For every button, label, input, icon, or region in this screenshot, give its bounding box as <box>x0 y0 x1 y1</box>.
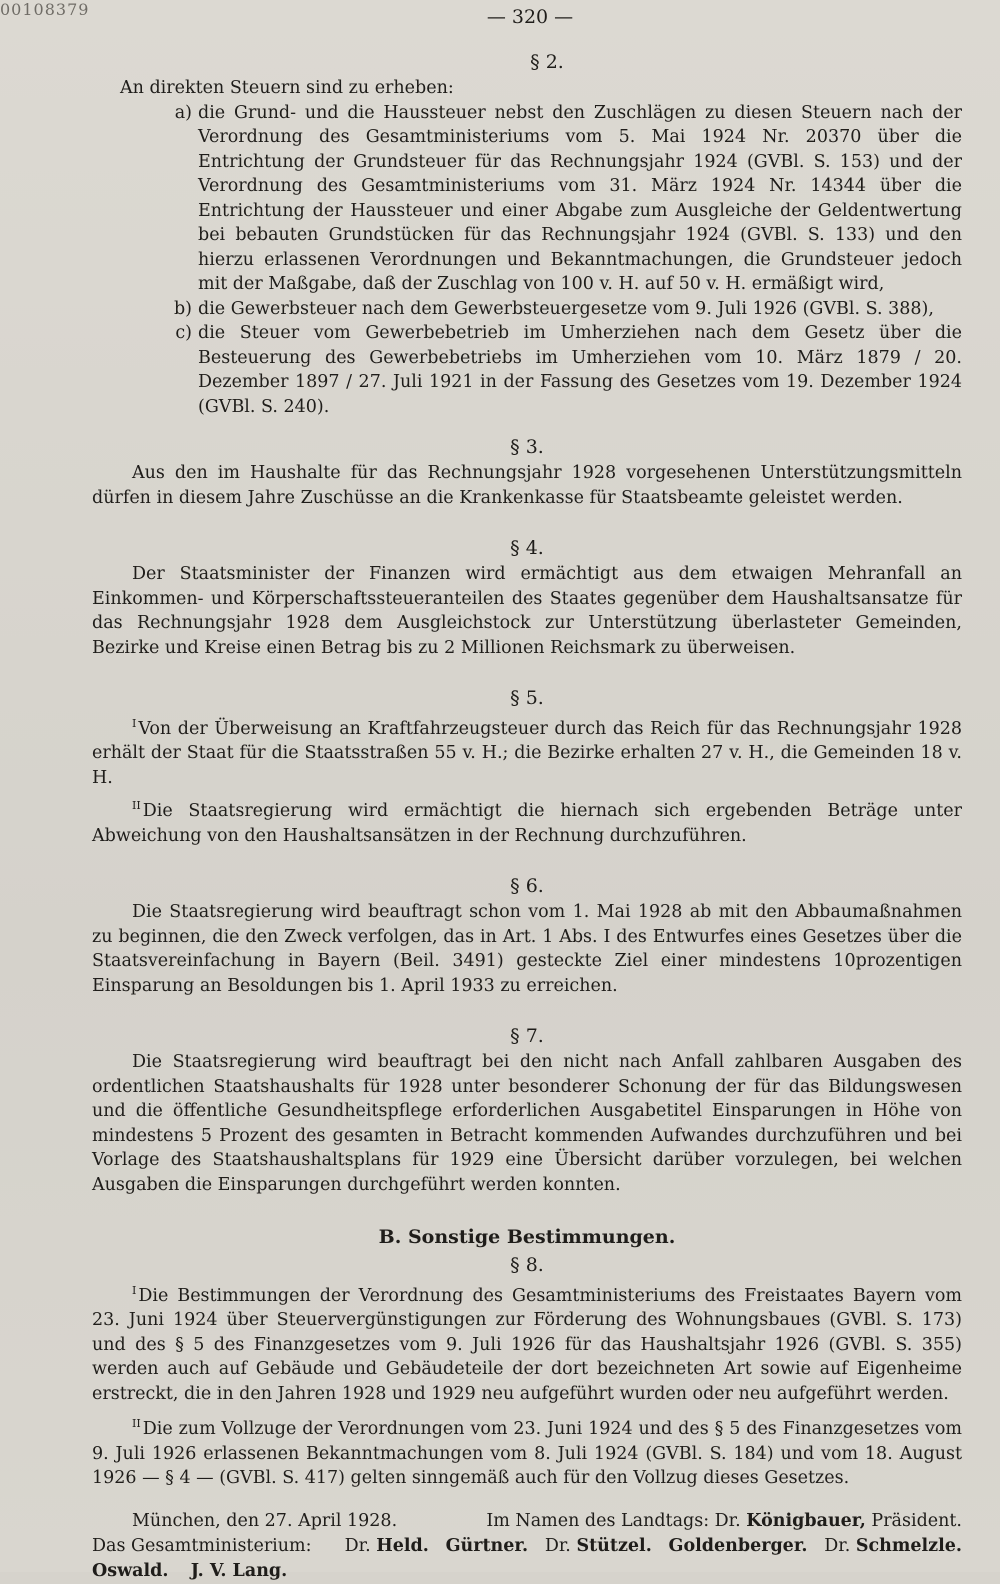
signature-block <box>92 1509 962 1584</box>
signature-line-3 <box>92 1559 962 1584</box>
minister-name: Gürtner. <box>445 1535 529 1556</box>
section-4-text: Der Staatsminister der Finanzen wird ermächtigt aus dem etwaigen Mehranfall an Einkommen- und Körperschaftssteueranteilen des Staates gegenüber dem Haushaltsansatze für das Rechnungsjahr 1928 dem Ausgleichstock zur Unterstützung überlasteter Gemeinden, Bezirke und Kreise einen Betrag bis zu 2 Millionen Reichsmark zu überweisen. <box>92 564 962 658</box>
place-date: München, den 27. April 1928. <box>132 1510 398 1531</box>
minister-name: Stützel. <box>576 1535 652 1556</box>
minister-name: Schmelzle. <box>855 1535 962 1556</box>
section-title-3: § 3. <box>510 436 544 458</box>
president-title: Präsident. <box>871 1510 962 1531</box>
section-8-paragraph-2 <box>92 1412 962 1490</box>
paragraph-mark: II <box>132 1417 141 1431</box>
list-item-text: die Steuer vom Gewerbebetrieb im Umherziehen nach dem Gesetz über die Besteuerung des Gewerbebetriebs im Umherziehen vom 10. März 1879 / 20. Dezember 1897 / 27. Juli 1921 in der Fassung des Gesetzes vom 19. Dezember 1924 (GVBl. S. 240). <box>198 323 962 417</box>
section-title-2: § 2. <box>530 51 564 73</box>
paragraph-text: Die Bestimmungen der Verordnung des Gesamtministeriums des Freistaates Bayern vom 23. Juni 1924 über Steuervergünstigungen zur Förderung des Wohnungsbaues (GVBl. S. 173) und des § 5 des Finanzgesetzes vom 9. Juli 1926 für das Haushaltsjahr 1926 (GVBl. S. 355) werden auch auf Gebäude und Gebäudeteile der dort bezeichneten Art sowie auf Eigenheime erstreckt, die in den Jahren 1928 und 1929 neu aufgeführt wurden oder neu aufgeführt werden. <box>92 1285 962 1404</box>
list-item-label: c) <box>175 323 192 343</box>
list-item-text: die Grund- und die Haussteuer nebst den Zuschlägen zu diesen Steuern nach der Verordnung des Gesamtministeriums vom 5. Mai 1924 Nr. 20370 über die Entrichtung der Grundsteuer für das Rechnungsjahr 1924 (GVBl. S. 153) und der Verordnung des Gesamtministeriums vom 31. März 1924 Nr. 14344 über die Entrichtung der Haussteuer und einer Abgabe zum Ausgleiche der Geldentwertung bei bebauten Grundstücken für das Rechnungsjahr 1924 (GVBl. S. 133) und den hierzu erlassenen Verordnungen und Bekanntmachungen, die Grundsteuer jedoch mit der Maßgabe, daß der Zuschlag von 100 v. H. auf 50 v. H. ermäßigt wird, <box>198 102 962 294</box>
list-item-label: a) <box>174 102 192 123</box>
signature-line-2 <box>92 1534 962 1559</box>
landtag-prefix: Im Namen des Landtags: Dr. <box>486 1510 741 1531</box>
landtag-signature <box>486 1509 962 1534</box>
archive-stamp: 00108379 <box>0 0 90 19</box>
section-5-paragraph-2 <box>92 794 962 848</box>
minister-prefix: Dr. <box>544 1535 571 1556</box>
paragraph-text: Von der Überweisung an Kraftfahrzeugsteuer durch das Reich für das Rechnungsjahr 1928 erhält der Staat für die Staatsstraßen 55 v. H.; die Bezirke erhalten 27 v. H., die Gemeinden 18 v. H. <box>92 718 962 788</box>
document-body <box>92 48 962 1584</box>
president-name: Königbauer, <box>746 1510 866 1531</box>
page-number: — 320 — <box>486 6 574 28</box>
minister-prefix: Dr. <box>824 1535 851 1556</box>
part-b-heading: B. Sonstige Bestimmungen. <box>378 1226 676 1249</box>
paragraph-text: Die zum Vollzuge der Verordnungen vom 23. Juni 1924 und des § 5 des Finanzgesetzes vom 9. Juli 1926 erlassenen Bekanntmachungen vom 8. Juli 1924 (GVBl. S. 184) und vom 18. August 1926 — § 4 — (GVBl. S. 417) gelten sinngemäß auch für den Vollzug dieses Gesetzes. <box>92 1419 962 1489</box>
section-title-5: § 5. <box>510 687 544 709</box>
list-item-text: die Gewerbsteuer nach dem Gewerbsteuergesetze vom 9. Juli 1926 (GVBl. S. 388), <box>198 298 934 319</box>
section-title-4: § 4. <box>510 537 544 559</box>
list-item <box>92 297 962 322</box>
paragraph-text: Die Staatsregierung wird ermächtigt die hiernach sich ergebenden Beträge unter Abweichung von den Haushaltsansätzen in der Rechnung durchzuführen. <box>92 801 962 846</box>
minister-name: Oswald. <box>92 1560 169 1581</box>
ministry-label: Das Gesamtministerium: <box>92 1535 312 1556</box>
paragraph-mark: I <box>132 1284 137 1298</box>
signature-line-1 <box>92 1509 962 1534</box>
list-item-label: b) <box>173 298 192 319</box>
section-title-7: § 7. <box>510 1025 544 1048</box>
section-3-text: Aus den im Haushalte für das Rechnungsjahr 1928 vorgesehenen Unterstützungsmitteln dürfen in diesem Jahre Zuschüsse an die Krankenkasse für Staatsbeamte geleistet werden. <box>92 463 962 508</box>
list-item <box>92 321 962 419</box>
minister-names <box>345 1534 962 1559</box>
paragraph-mark: I <box>132 717 137 730</box>
minister-name: J. V. Lang. <box>190 1560 288 1581</box>
section-6-text: Die Staatsregierung wird beauftragt schon vom 1. Mai 1928 ab mit den Abbaumaßnahmen zu beginnen, die den Zweck verfolgen, das in Art. 1 Abs. I des Entwurfes eines Gesetzes über die Staatsvereinfachung in Bayern (Beil. 3491) gesteckte Ziel einer mindestens 10prozentigen Einsparung an Besoldungen bis 1. April 1933 zu erreichen. <box>92 902 962 996</box>
section-2-intro: An direkten Steuern sind zu erheben: <box>120 78 454 98</box>
minister-prefix: Dr. <box>344 1535 371 1556</box>
section-title-8: § 8. <box>510 1254 544 1277</box>
section-title-6: § 6. <box>510 875 544 898</box>
section-8-paragraph-1 <box>92 1279 962 1406</box>
section-7-text: Die Staatsregierung wird beauftragt bei den nicht nach Anfall zahlbaren Ausgaben des ordentlichen Staatshaushalts für 1928 unter besonderer Schonung der für das Bildungswesen und die öffentliche Gesundheitspflege erforderlichen Ausgabetitel Einsparungen in Höhe von mindestens 5 Prozent des gesamten in Betracht kommenden Aufwandes durchzuführen und bei Vorlage des Staatshaushaltsplans für 1929 eine Übersicht darüber vorzulegen, bei welchen Ausgaben die Einsparungen durchgeführt werden konnten. <box>92 1052 962 1195</box>
minister-name: Held. <box>376 1535 429 1556</box>
paragraph-mark: II <box>132 799 141 813</box>
section-5-paragraph-1 <box>92 712 962 790</box>
list-item <box>92 101 962 297</box>
minister-name: Goldenberger. <box>668 1535 808 1556</box>
